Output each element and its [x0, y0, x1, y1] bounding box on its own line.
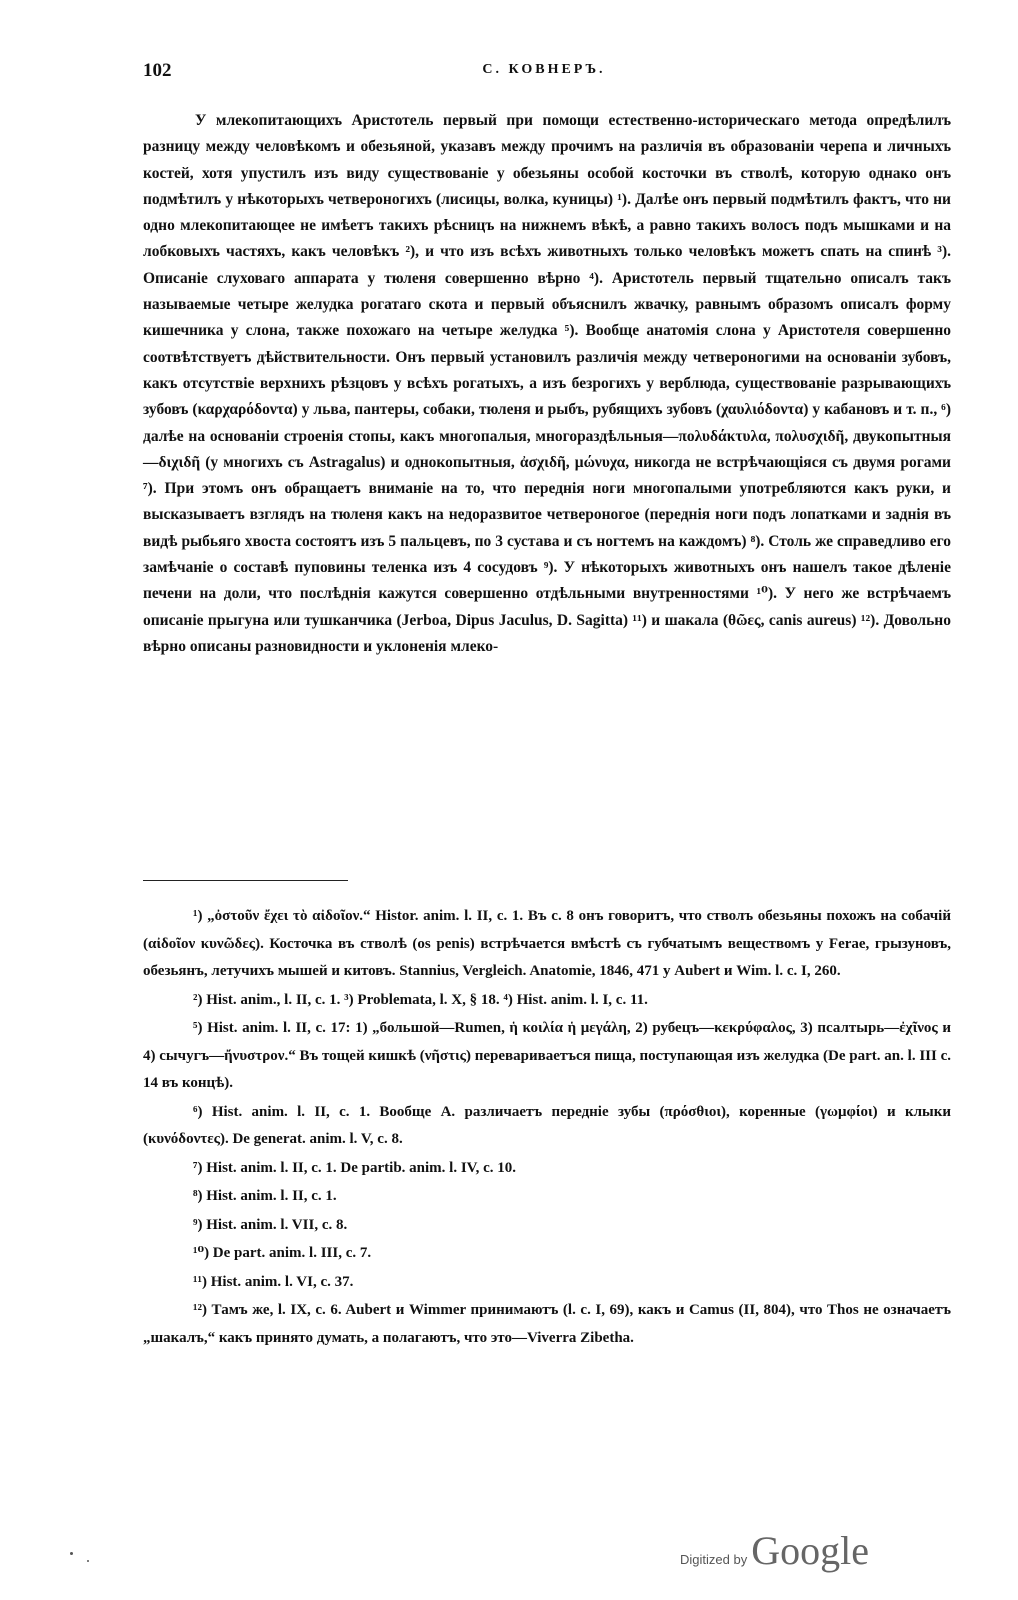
digitized-watermark: [680, 1527, 869, 1574]
google-logo: Google: [751, 1528, 869, 1573]
footnote-5: ⁵) Hist. anim. l. II, c. 17: 1) „большой—Rumen, ἡ κοιλία ἡ μεγάλη, 2) рубецъ—κεκρύφαλος, 3) псалтырь—ἐχῖνος и 4) сычугъ—ἤνυστρον.“ Въ тощей кишкѣ (νῆστις) перевариваетъся пища, поступающая изъ желудка (De part. an. l. III c. 14 въ концѣ).: [143, 1020, 951, 1091]
scan-speck: [87, 1560, 89, 1562]
digitized-by-label: Digitized by: [680, 1552, 748, 1567]
footnote-1: ¹) „ὀστοῦν ἔχει τὸ αἰδοῖον.“ Histor. anim. l. II, c. 1. Въ с. 8 онъ говоритъ, что стволъ обезьяны похожъ на собачій (αἰδοῖον κυνῶδες). Косточка въ стволѣ (os penis) встрѣчается вмѣстѣ съ губчатымъ веществомъ у Ferae, грызуновъ, обезьянъ, летучихъ мышей и китовъ. Stannius, Vergleich. Anatomie, 1846, 471 у Aubert и Wim. l. c. I, 260.: [143, 908, 951, 979]
page-number: 102: [143, 60, 172, 81]
footnote-7: ⁷) Hist. anim. l. II, c. 1. De partib. anim. l. IV, c. 10.: [193, 1159, 516, 1176]
footnote-9: ⁹) Hist. anim. l. VII, c. 8.: [193, 1216, 348, 1233]
main-text: [143, 108, 951, 660]
footnote-10: ¹⁰) De part. anim. l. III, c. 7.: [193, 1245, 372, 1261]
body-paragraph: У млекопитающихъ Аристотель первый при помощи естественно-историческаго метода опредѣлилъ разницу между человѣкомъ и обезьяной, указавъ между прочимъ на различія въ образованіи черепа и личныхъ костей, хотя упустилъ изъ виду существованіе у обезьяны особой косточки въ стволѣ, которую однако онъ подмѣтилъ у нѣкоторыхъ четвероногихъ (лисицы, волка, куницы) ¹). Далѣе онъ первый подмѣтилъ фактъ, что ни одно млекопитающее не имѣетъ такихъ рѣсницъ на нижнемъ вѣкѣ, а равно такихъ волосъ подъ мышками и на лобковыхъ частяхъ, какъ человѣкъ ²), и что изъ всѣхъ животныхъ только человѣкъ можетъ спать на спинѣ ³). Описаніе слуховаго аппарата у тюленя совершенно вѣрно ⁴). Аристотель первый тщательно описалъ такъ называемые четыре желудка рогатаго скота и первый объяснилъ жвачку, равнымъ образомъ описалъ форму кишечника у слона, также похожаго на четыре желудка ⁵). Вообще анатомія слона у Аристотеля совершенно соотвѣтствуетъ дѣйствительности. Онъ первый установилъ различія между четвероногими на основаніи зубовъ, какъ отсутствіе верхнихъ рѣзцовъ у всѣхъ рогатыхъ, а изъ безрогихъ у верблюда, существованіе разрывающихъ зубовъ (καρχαρόδοντα) у льва, пантеры, собаки, тюленя и рыбъ, рубящихъ зубовъ (χαυλιόδοντα) у кабановъ и т. п., ⁶) далѣе на основаніи строенія стопы, какъ многопалыя, многораздѣльныя—πολυδάκτυλα, πολυσχιδῆ, двукопытныя—διχιδῆ (у многихъ съ Astragalus) и однокопытныя, ἀσχιδῆ, μώνυχα, никогда не встрѣчающіяся съ двумя рогами ⁷). При этомъ онъ обращаетъ вниманіе на то, что переднія ноги многопалыми употребляются какъ руки, и высказываетъ взглядъ на тюленя какъ на недоразвитое четвероногое (переднія ноги подъ лопатками и заднія въ видѣ рыбьяго хвоста состоятъ изъ 5 пальцевъ, по 3 сустава и съ ногтемъ на каждомъ) ⁸). Столь же справедливо его замѣчаніе о составѣ пуповины теленка изъ 4 сосудовъ ⁹). У нѣкоторыхъ животныхъ онъ нашелъ такое дѣленіе печени на доли, что послѣднія кажутся совершенно отдѣльными внутренностями ¹⁰). У него же встрѣчаемъ описаніе прыгуна или тушканчика (Jerboa, Dipus Jaculus, D. Sagitta) ¹¹) и шакала (θῶες, canis aureus) ¹²). Довольно вѣрно описаны разновидности и уклоненія млеко-: [143, 112, 951, 655]
scan-speck: [70, 1552, 73, 1555]
footnote-6: ⁶) Hist. anim. l. II, c. 1. Вообще А. различаетъ переднiе зубы (πρόσθιοι), коренные (γωμφίοι) и клыки (κυνόδοντες). De generat. anim. l. V, c. 8.: [143, 1103, 951, 1147]
running-head: С. КОВНЕРЪ.: [482, 62, 606, 77]
footnotes: [143, 903, 951, 1352]
footnote-2-4: ²) Hist. anim., l. II, c. 1. ³) Problemata, l. X, § 18. ⁴) Hist. anim. l. I, c. 11.: [193, 991, 648, 1008]
footnote-rule: [143, 880, 348, 881]
footnote-11: ¹¹) Hist. anim. l. VI, c. 37.: [193, 1273, 354, 1290]
footnote-8: ⁸) Hist. anim. l. II, c. 1.: [193, 1188, 337, 1204]
footnote-12: ¹²) Тамъ же, l. IX, c. 6. Aubert и Wimmer принимаютъ (l. c. I, 69), какъ и Camus (II, 804), что Thos не означаетъ „шакалъ,“ какъ принято думать, а полагаютъ, что это—Viverra Zibetha.: [143, 1302, 951, 1346]
